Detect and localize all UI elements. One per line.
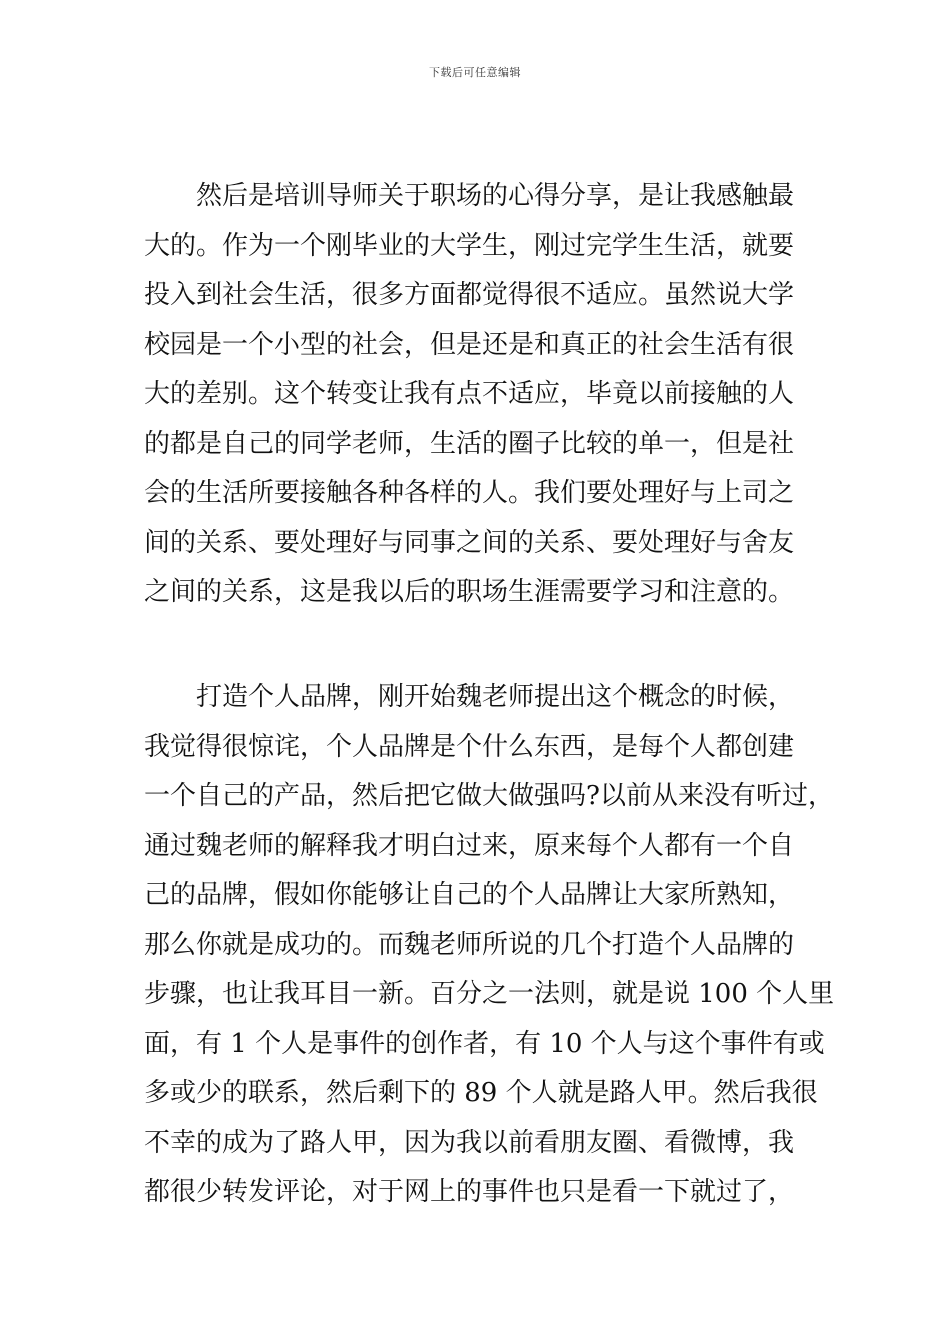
paragraph-line: 步骤，也让我耳目一新。百分之一法则，就是说 100 个人里 <box>144 979 835 1009</box>
paragraph-line: 不幸的成为了路人甲，因为我以前看朋友圈、看微博，我 <box>144 1127 795 1158</box>
paragraph-line: 大的。作为一个刚毕业的大学生，刚过完学生生活，就要 <box>144 230 795 261</box>
paragraph-line: 间的关系、要处理好与同事之间的关系、要处理好与舍友 <box>144 527 795 558</box>
paragraph-line: 多或少的联系，然后剩下的 89 个人就是路人甲。然后我很 <box>144 1078 818 1108</box>
paragraph-line: 一个自己的产品，然后把它做大做强吗?以前从来没有听过， <box>144 781 834 811</box>
header-note: 下载后可任意编辑 <box>429 66 521 79</box>
paragraph-line: 投入到社会生活，很多方面都觉得很不适应。虽然说大学 <box>144 280 795 310</box>
paragraph-line: 那么你就是成功的。而魏老师所说的几个打造个人品牌的 <box>144 929 795 960</box>
paragraph-line: 通过魏老师的解释我才明白过来，原来每个人都有一个自 <box>144 830 795 861</box>
paragraph-line: 都很少转发评论，对于网上的事件也只是看一下就过了， <box>144 1177 795 1207</box>
paragraph-line: 我觉得很惊诧，个人品牌是个什么东西，是每个人都创建 <box>144 731 795 762</box>
paragraph-line: 己的品牌，假如你能够让自己的个人品牌让大家所熟知， <box>144 880 795 910</box>
paragraph-2 <box>144 673 835 1218</box>
paragraph-line: 的都是自己的同学老师，生活的圈子比较的单一，但是社 <box>144 428 795 459</box>
paragraph-line: 面，有 1 个人是事件的创作者，有 10 个人与这个事件有或 <box>144 1028 825 1059</box>
paragraph-line: 之间的关系，这是我以后的职场生涯需要学习和注意的。 <box>144 577 795 607</box>
paragraph-line: 校园是一个小型的社会，但是还是和真正的社会生活有很 <box>144 329 795 360</box>
paragraph-line: 会的生活所要接触各种各样的人。我们要处理好与上司之 <box>144 478 795 508</box>
paragraph-line: 大的差别。这个转变让我有点不适应，毕竟以前接触的人 <box>144 379 795 409</box>
paragraph-1 <box>144 172 814 618</box>
paragraph-line: 然后是培训导师关于职场的心得分享，是让我感触最 <box>196 181 795 211</box>
paragraph-line: 打造个人品牌，刚开始魏老师提出这个概念的时候， <box>196 682 795 712</box>
